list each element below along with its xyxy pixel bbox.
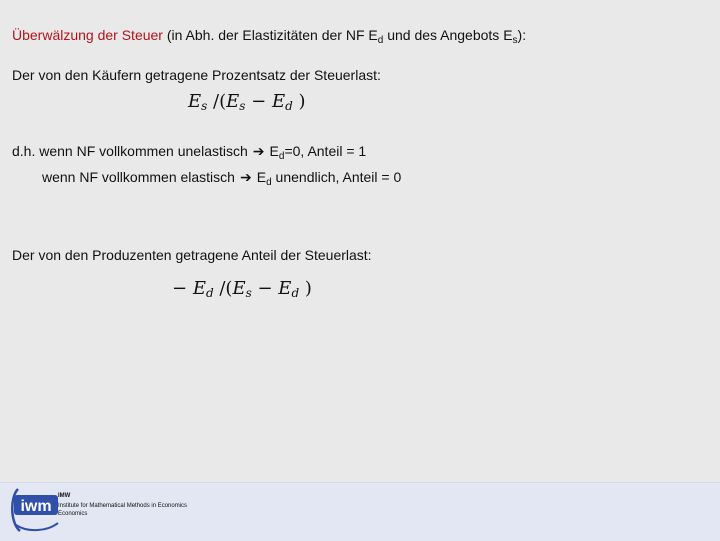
title-sub-s: s — [512, 35, 518, 46]
consumer-share-label: Der von den Käufern getragene Prozentsatz der Steuerlast: — [12, 67, 381, 83]
formula-slash-open: /( — [213, 278, 233, 299]
case-elastic — [42, 169, 401, 188]
title-text: (in Abh. der Elastizitäten der NF E — [162, 27, 378, 43]
formula-slash-open: /( — [207, 91, 227, 112]
case1-text: d.h. wenn NF vollkommen unelastisch — [12, 143, 252, 159]
title-highlight: Überwälzung der Steuer — [12, 27, 163, 43]
case-inelastic — [12, 143, 366, 162]
formula-E: E — [226, 91, 240, 112]
title-text-end: ): — [517, 27, 527, 43]
title-text-middle: und des Angebots E — [383, 27, 513, 43]
case1-sub: d — [278, 151, 285, 162]
formula-E: E — [192, 278, 206, 299]
slide-title — [12, 27, 526, 46]
case1-E: E — [265, 143, 279, 159]
arrow-right-icon: ➔ — [252, 143, 265, 159]
formula-minus-lead: − — [172, 278, 193, 299]
logo-text: iwm — [20, 498, 52, 515]
iwm-logo-icon — [8, 485, 60, 535]
formula-sub-s: s — [245, 286, 252, 300]
formula-sub-d: d — [291, 286, 300, 300]
formula-minus: − — [251, 278, 279, 299]
title-sub-d: d — [377, 35, 384, 46]
footer-line1: IMW — [58, 493, 71, 499]
case2-text: wenn NF vollkommen elastisch — [42, 169, 239, 185]
footer-bar — [0, 482, 720, 541]
case2-rest: unendlich, Anteil = 0 — [271, 169, 402, 185]
formula-sub-s: s — [201, 99, 208, 113]
footer-economics: Economics — [58, 511, 88, 517]
arrow-right-icon: ➔ — [239, 169, 252, 185]
producer-share-label: Der von den Produzenten getragene Anteil der Steuerlast: — [12, 247, 372, 263]
formula-sub-d: d — [205, 286, 214, 300]
formula-minus: − — [245, 91, 272, 112]
formula-E: E — [188, 91, 202, 112]
formula-E: E — [271, 91, 286, 112]
case1-rest: =0, Anteil = 1 — [284, 143, 367, 159]
consumer-share-formula — [188, 91, 306, 113]
formula-sub-d: d — [285, 99, 293, 113]
formula-close: ) — [299, 278, 312, 299]
footer-institute: Institute for Mathematical Methods in Economics — [58, 503, 188, 509]
producer-share-formula — [172, 278, 312, 300]
case2-E: E — [252, 169, 267, 185]
formula-sub-s: s — [239, 99, 246, 113]
formula-close: ) — [292, 91, 306, 112]
formula-E: E — [278, 278, 292, 299]
case2-sub: d — [266, 177, 272, 188]
formula-E: E — [232, 278, 246, 299]
